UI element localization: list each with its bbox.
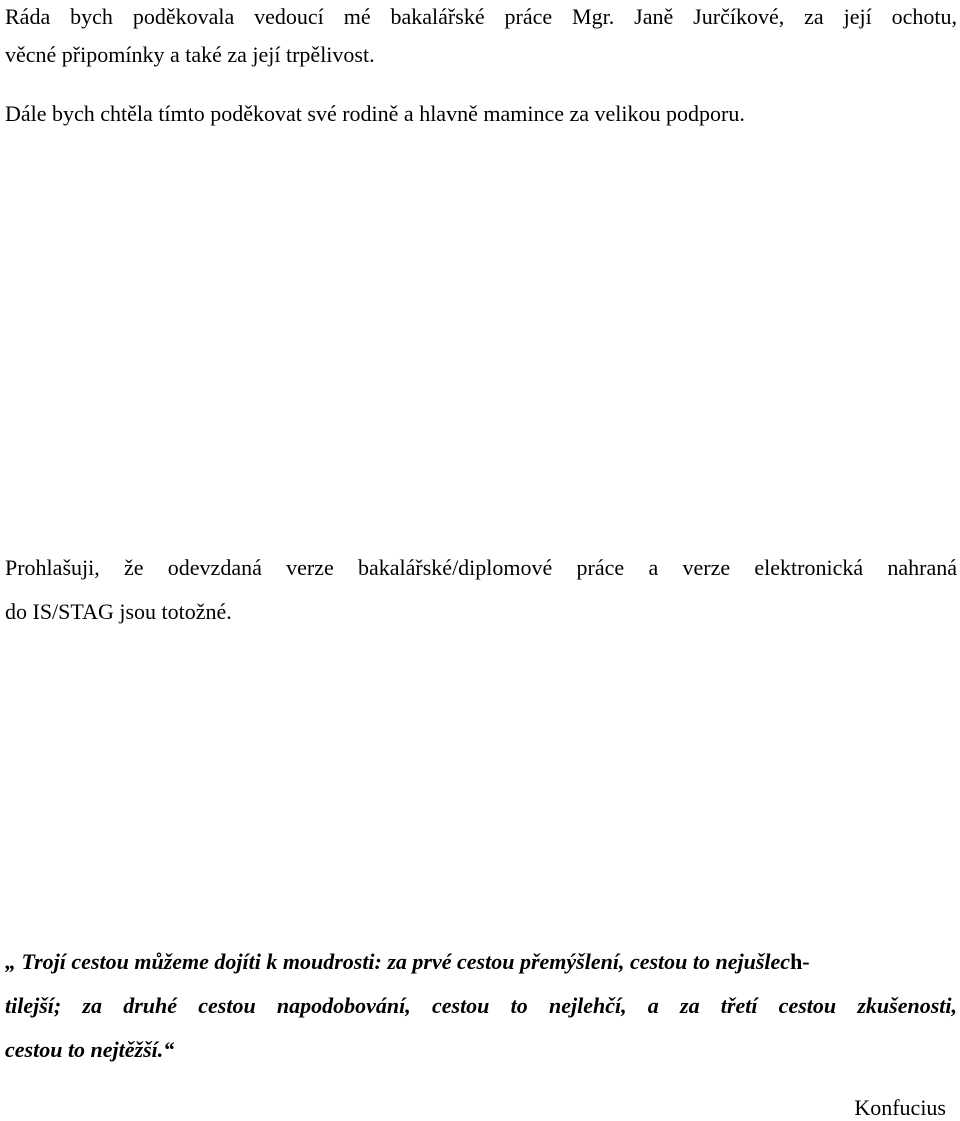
acknowledgement-line-2: věcné připomínky a také za její trpělivost. <box>5 42 375 67</box>
quote-line-1-tail: h- <box>790 949 810 974</box>
quote-line-2: tilejší; za druhé cestou napodobování, cestou to nejlehčí, a za třetí cestou zkušenosti, <box>5 993 957 1018</box>
quote-line-3: cestou to nejtěžší.“ <box>5 1037 175 1062</box>
acknowledgement-line-3: Dále bych chtěla tímto poděkovat své rodině a hlavně mamince za velikou podporu. <box>5 101 745 126</box>
declaration-line-2: do IS/STAG jsou totožné. <box>5 599 232 624</box>
quote-line-1 <box>5 949 810 975</box>
declaration-line-1: Prohlašuji, že odevzdaná verze bakalářské/diplomové práce a verze elektronická nahraná <box>5 555 957 580</box>
quote-author: Konfucius <box>854 1095 946 1120</box>
acknowledgement-line-1: Ráda bych poděkovala vedoucí mé bakalářské práce Mgr. Janě Jurčíkové, za její ochotu, <box>5 4 957 29</box>
quote-line-1-main: „ Trojí cestou můžeme dojíti k moudrosti: za prvé cestou přemýšlení, cestou to nejušlec <box>5 949 791 974</box>
